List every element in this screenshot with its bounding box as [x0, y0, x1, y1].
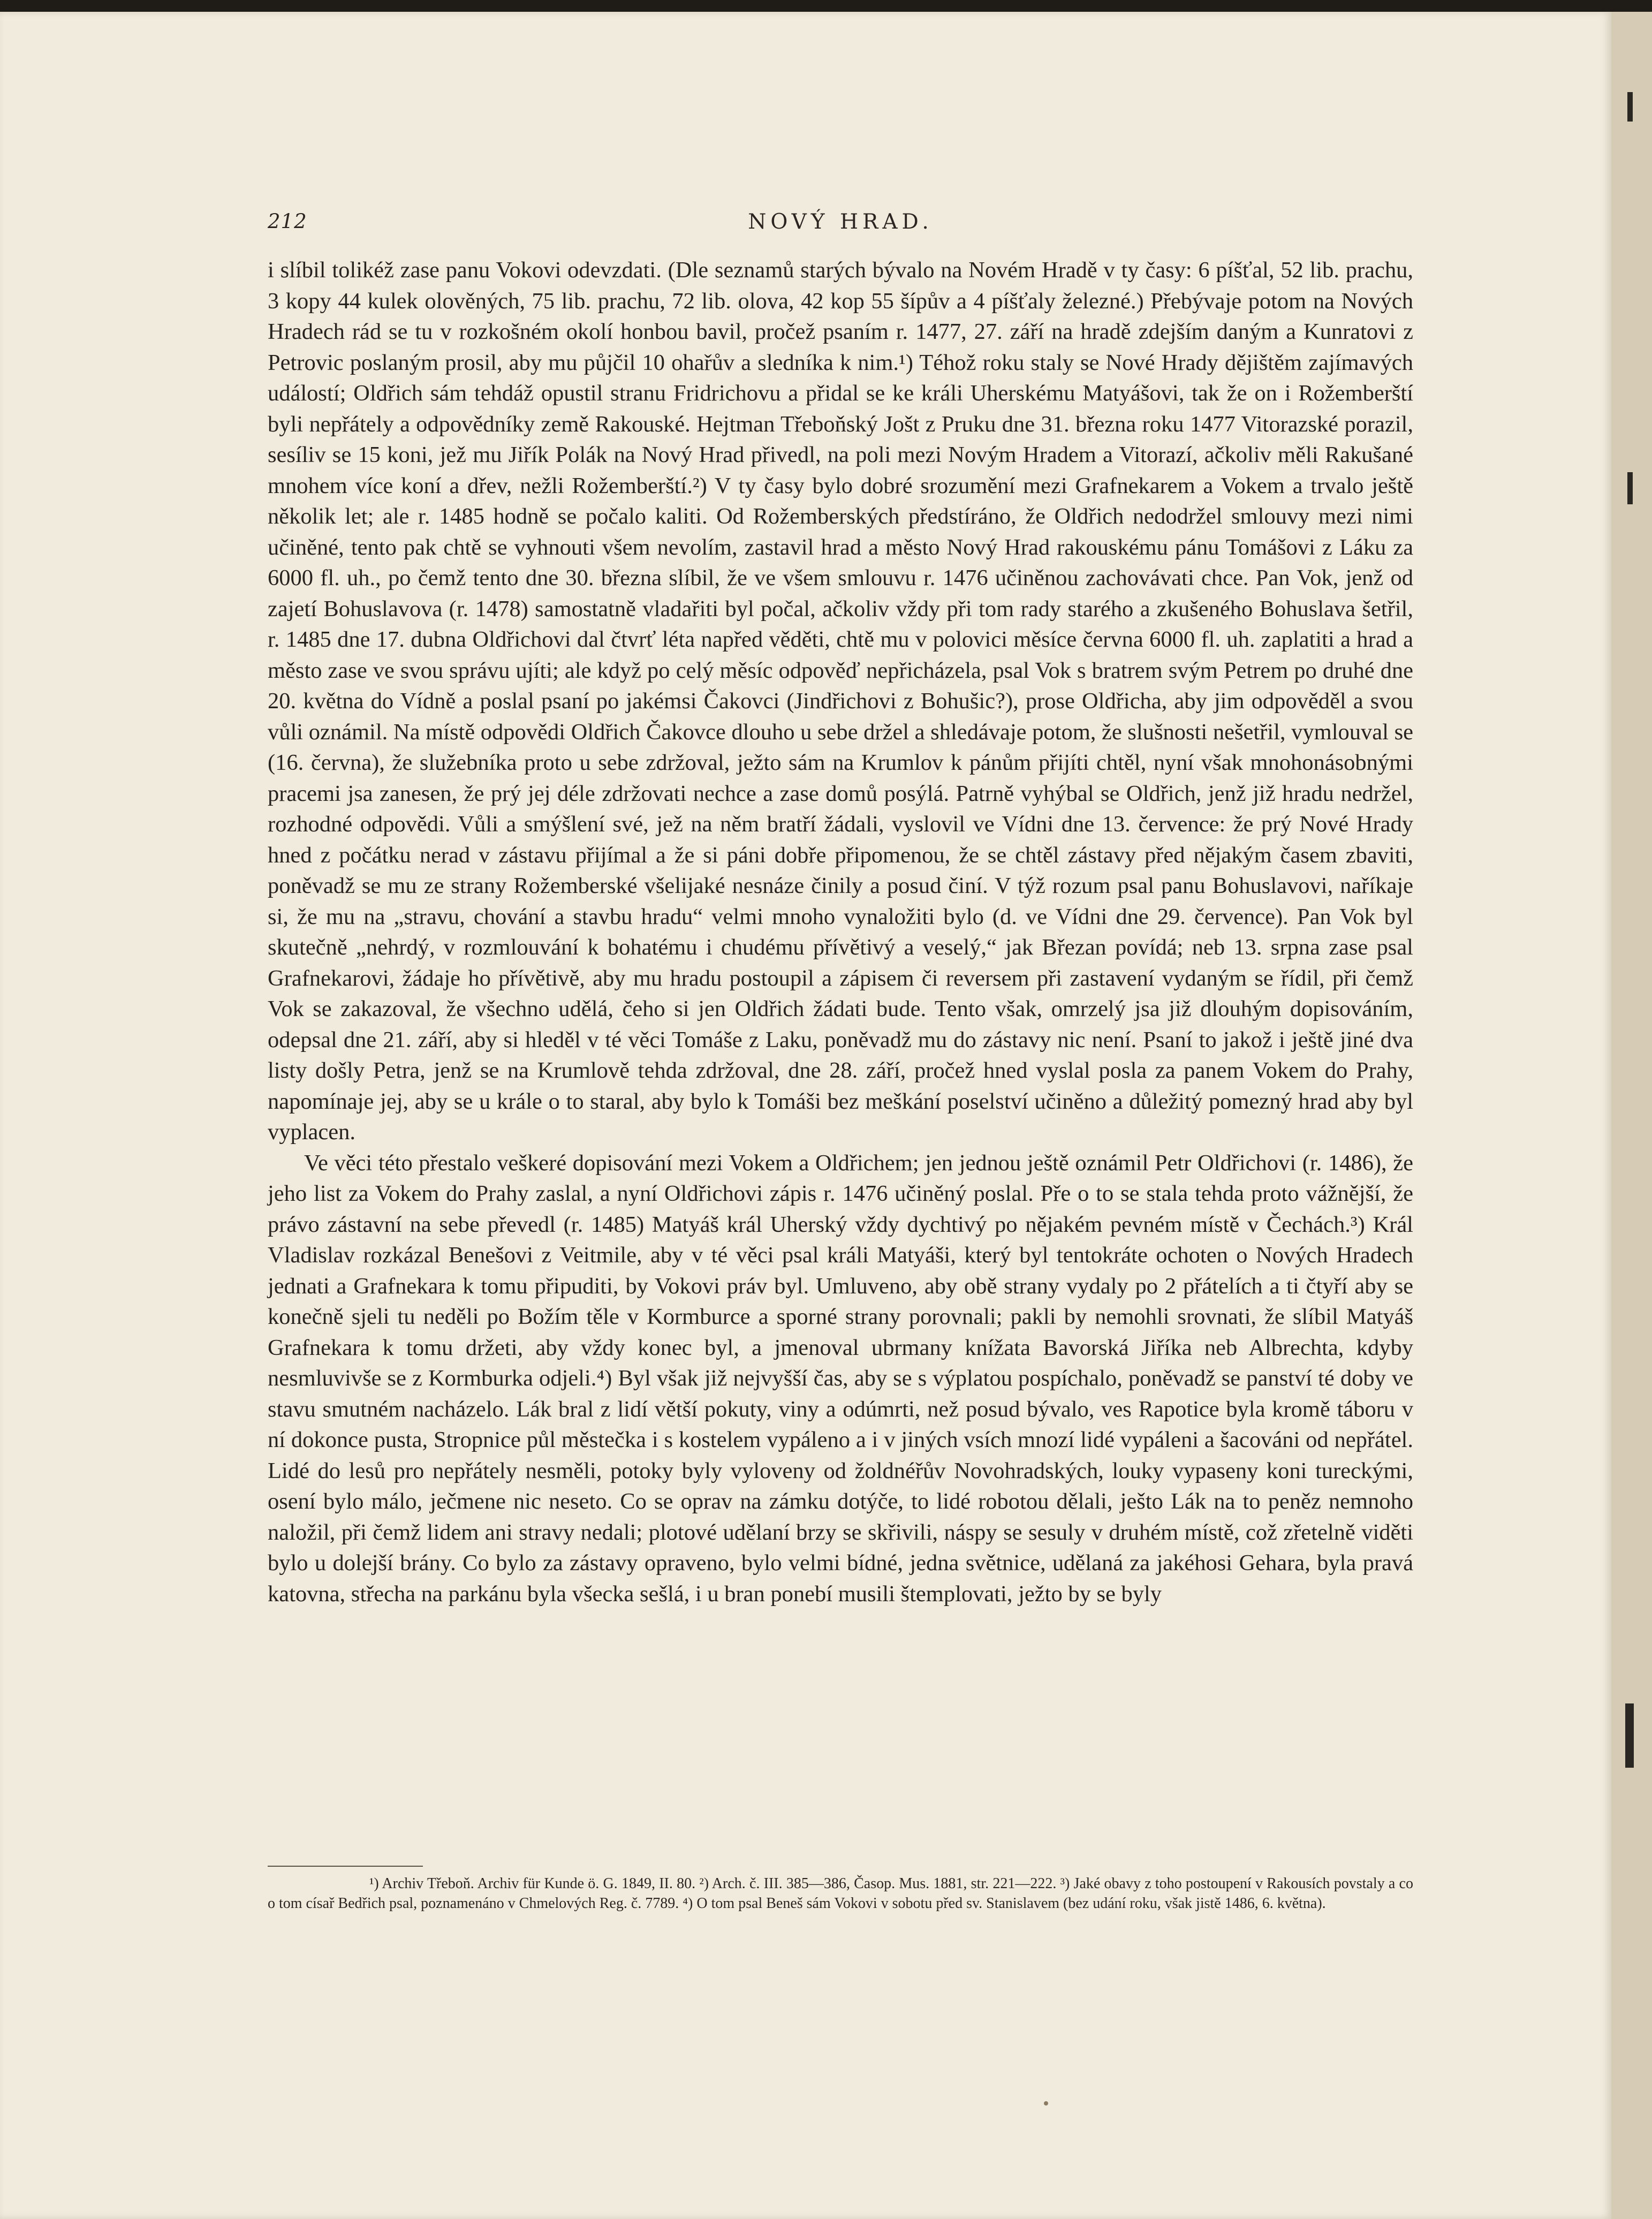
gutter-mark: [1627, 92, 1633, 122]
main-text: [268, 255, 1413, 1609]
paragraph-2: Ve věci této přestalo veškeré dopisování mezi Vokem a Oldřichem; jen jednou ještě oznámil Petr Oldřichovi (r. 1486), že jeho list za Vokem do Prahy zaslal, a nyní Oldřichovi zápis r. 1476 učiněný poslal. Pře o to se stala tehda proto vážnější, že právo zástavní na sebe převedl (r. 1485) Matyáš král Uherský vždy dychtivý po nějakém pevném místě v Čechách.³) Král Vladislav rozkázal Benešovi z Veitmile, aby v té věci psal králi Matyáši, který byl tentokráte ochoten o Nových Hradech jednati a Grafnekara k tomu připuditi, by Vokovi práv byl. Umluveno, aby obě strany vydaly po 2 přátelích a ti čtyří aby se konečně sjeli tu neděli po Božím těle v Kormburce a sporné strany porovnali; pakli by nemohli srovnati, že slíbil Matyáš Grafnekara k tomu držeti, aby vždy konec byl, a jmenoval ubrmany knížata Bavorská Jiříka neb Albrechta, kdyby nesmluvivše se z Kormburka odjeli.⁴) Byl však již nejvyšší čas, aby se s výplatou pospíchalo, poněvadž se panství té doby ve stavu smutném nacházelo. Lák bral z lidí větší pokuty, viny a odúmrti, než posud bývalo, ves Rapotice byla kromě táboru v ní dokonce pusta, Stropnice půl městečka i s kostelem vypáleno a i v jiných vsích mnozí lidé vypáleni a šacováni od nepřátel. Lidé do lesů pro nepřátely nesměli, potoky byly vyloveny od žoldnéřův Novohradských, louky vypaseny koni tureckými, osení bylo málo, ječmene nic neseto. Co se oprav na zámku dotýče, to lidé robotou dělali, ješto Lák na to peněz nemnoho naložil, při čemž lidem ani stravy nedali; plotové udělaní brzy se skřivili, náspy se sesuly v druhém místě, což zřetelně viděti bylo u dolejší brány. Co bylo za zástavy opraveno, bylo velmi bídné, jedna světnice, udělaná za jakéhosi Gehara, byla pravá katovna, střecha na parkánu byla všecka sešlá, i u bran ponebí musili štemplovati, ježto by se byly: [268, 1150, 1413, 1607]
page-gutter: [1611, 12, 1652, 2219]
gutter-mark: [1627, 472, 1633, 504]
page-header: [268, 210, 1413, 242]
footnote-rule: [268, 1866, 423, 1867]
paragraph-1: i slíbil tolikéž zase panu Vokovi odevzdati. (Dle seznamů starých bývalo na Novém Hradě v ty časy: 6 píšťal, 52 lib. prachu, 3 kopy 44 kulek olověných, 75 lib. prachu, 72 lib. olova, 42 kop 55 šípův a 4 píšťaly železné.) Přebývaje potom na Nových Hradech rád se tu v rozkošném okolí honbou bavil, pročež psaním r. 1477, 27. září na hradě zdejším daným a Kunratovi z Petrovic poslaným prosil, aby mu půjčil 10 ohařův a sledníka k nim.¹) Téhož roku staly se Nové Hrady dějištěm zajímavých událostí; Oldřich sám tehdáž opustil stranu Fridrichovu a přidal se ke králi Uherskému Matyášovi, tak že on i Rožemberští byli nepřátely a odpovědníky země Rakouské. Hejtman Třeboňský Jošt z Pruku dne 31. března roku 1477 Vitorazské porazil, sesíliv se 15 koni, jež mu Jiřík Polák na Nový Hrad přivedl, na poli mezi Novým Hradem a Vitorazí, ačkoliv měli Rakušané mnohem více koní a dřev, nežli Rožemberští.²) V ty časy bylo dobré srozumění mezi Grafnekarem a Vokem a trvalo ještě několik let; ale r. 1485 hodně se počalo kaliti. Od Rožemberských předstíráno, že Oldřich nedodržel smlouvy mezi nimi učiněné, tento pak chtě se vyhnouti všem nevolím, zastavil hrad a město Nový Hrad rakouskému pánu Tomášovi z Láku za 6000 fl. uh., po čemž tento dne 30. března slíbil, že ve všem smlouvu r. 1476 učiněnou zachovávati chce. Pan Vok, jenž od zajetí Bohuslavova (r. 1478) samostatně vladařiti byl počal, ačkoliv vždy při tom rady starého a zkušeného Bohuslava šetřil, r. 1485 dne 17. dubna Oldřichovi dal čtvrť léta napřed věděti, chtě mu v polovici měsíce června 6000 fl. uh. zaplatiti a hrad a město zase ve svou správu ujíti; ale když po celý měsíc odpověď nepřicházela, psal Vok s bratrem svým Petrem po druhé dne 20. května do Vídně a poslal psaní po jakémsi Čakovci (Jindřichovi z Bohušic?), prose Oldřicha, aby jim odpověděl a svou vůli oznámil. Na místě odpovědi Oldřich Čakovce dlouho u sebe držel a shledávaje potom, že slušnosti nešetřil, vymlouval se (16. června), že služebníka proto u sebe zdržoval, ježto sám na Krumlov k pánům přijíti chtěl, nyní však mnohonásobnými pracemi jsa zanesen, že prý jej déle zdržovati nechce a zase domů posýlá. Patrně vyhýbal se Oldřich, jenž již hradu nedržel, rozhodné odpovědi. Vůli a smýšlení své, jež na něm bratří žádali, vyslovil ve Vídni dne 13. července: že prý Nové Hrady hned z počátku nerad v zástavu přijímal a že si páni dobře připomenou, že se chtěl zástavy před nějakým časem zbaviti, poněvadž se mu ze strany Rožemberské všelijaké nesnáze činily a posud činí. V týž rozum psal panu Bohuslavovi, naříkaje si, že mu na „stravu, chování a stavbu hradu“ velmi mnoho vynaložiti bylo (d. ve Vídni dne 29. července). Pan Vok byl skutečně „nehrdý, v rozmlouvání k bohatému i chudému přívětivý a veselý,“ jak Březan povídá; neb 13. srpna zase psal Grafnekarovi, žádaje ho přívětivě, aby mu hradu postoupil a zápisem či reversem při zastavení vydaným se řídil, při čemž Vok se zakazoval, že všechno udělá, čeho si jen Oldřich žádati bude. Tento však, omrzelý jsa již dlouhým dopisováním, odepsal dne 21. září, aby si hleděl v té věci Tomáše z Laku, poněvadž mu do zástavy nic není. Psaní to jakož i ještě jiné dva listy došly Petra, jenž se na Krumlově tehda zdržoval, dne 28. září, pročež hned vyslal posla za panem Vokem do Prahy, napomínaje jej, aby se u krále o to staral, aby bylo k Tomáši bez meškání poselství učiněno a důležitý pomezný hrad aby byl vyplacen.: [268, 258, 1413, 1145]
gutter-mark: [1625, 1703, 1634, 1768]
page-number: 212: [268, 210, 307, 233]
running-title: NOVÝ HRAD.: [748, 210, 933, 234]
paper-speck: [1044, 2101, 1048, 2106]
footnotes: ¹) Archiv Třeboň. Archiv für Kunde ö. G. 1849, II. 80. ²) Arch. č. III. 385—386, Časop. Mus. 1881, str. 221—222. ³) Jaké obavy z toho postoupení v Rakousích povstaly a co o tom císař Bedřich psal, poznamenáno v Chmelových Reg. č. 7789. ⁴) O tom psal Beneš sám Vokovi v sobotu před sv. Stanislavem (bez udání roku, však jistě 1486, 6. května).: [268, 1875, 1413, 1912]
scan-top-edge: [0, 0, 1652, 12]
